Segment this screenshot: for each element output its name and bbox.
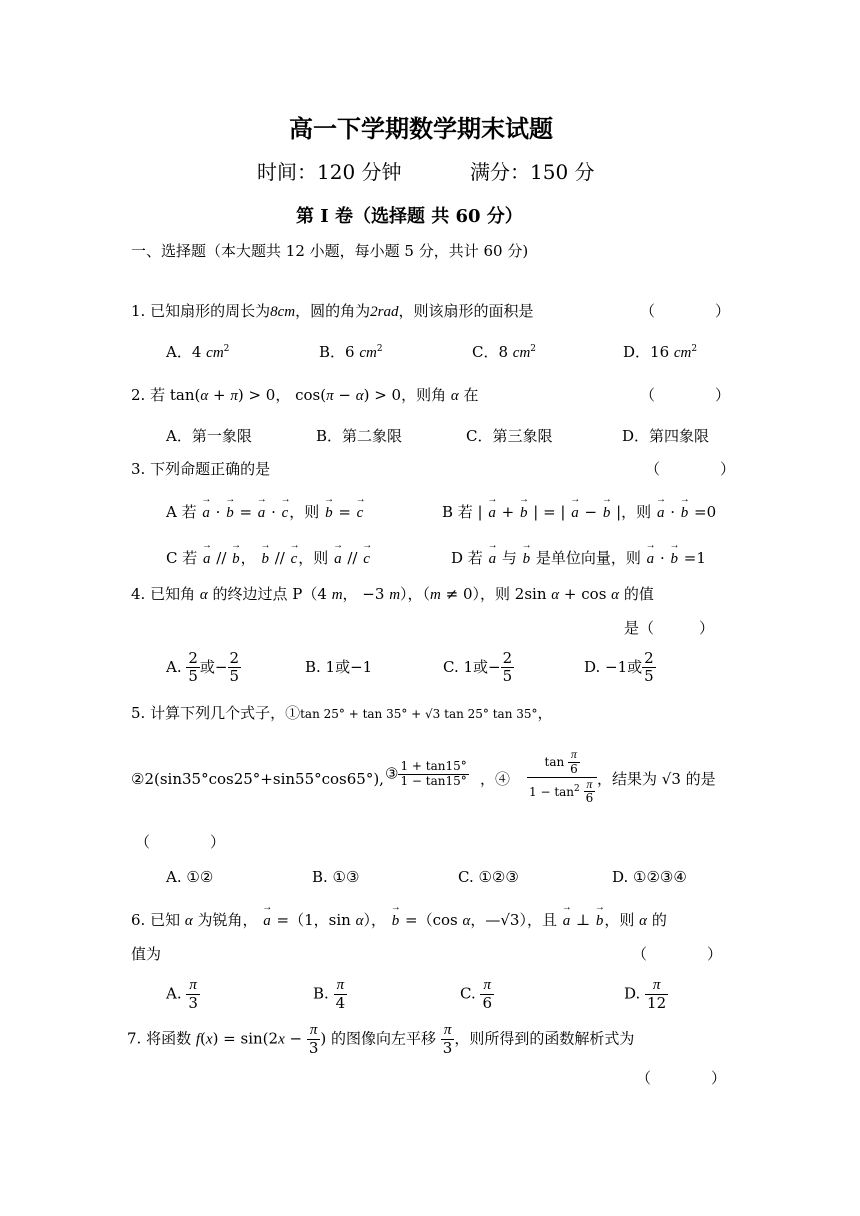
q3-option-a: A 若 → a · → b = → a · → c，则 → b = → c	[166, 505, 364, 521]
q4-option-a: A. $\frac{2}{5}$ 或− $\frac{2}{5}$	[166, 649, 240, 686]
q1-stem: 1. 已知扇形的周长为8cm，圆的角为2rad，则该扇形的面积是	[131, 302, 534, 320]
exam-title: 高一下学期数学期末试题	[289, 114, 553, 143]
q5-option-c: C. ①②③	[458, 868, 519, 886]
q3-option-d: D 若 → a 与 → b 是单位向量，则 → a · → b =1	[451, 551, 706, 567]
q1-option-b: B．6 $cm^2$	[319, 343, 383, 361]
q6-stem: 6. 已知 α 为锐角， → a =（1，sin α）， → b =（cos α，—√3），且 → a ⊥ → b，则 α 的	[131, 913, 667, 929]
q5-option-b: B. ①③	[312, 868, 360, 886]
q4-stem-tail: 是（ ）	[624, 619, 715, 637]
q5-expr-4-fraction: tan $\frac{\pi}{6}$ $1 - \tan^2$ $\frac{\pi}{6}$	[527, 748, 597, 806]
q6-stem-tail: 值为	[131, 945, 162, 963]
q5-expr-2: ②2(sin35°cos25°+sin55°cos65°),	[131, 770, 384, 788]
exam-time: 时间：120 分钟	[257, 160, 402, 184]
q5-expr-3: ③ $\frac{1 + \tan 15^\circ}{1 - \tan 15^\circ}$	[385, 759, 467, 788]
q2-option-b: B．第二象限	[316, 427, 403, 445]
q2-option-c: C．第三象限	[466, 427, 553, 445]
q3-option-c: C 若 → a // → b， → b // → c，则 → a // → c	[166, 551, 371, 567]
q2-option-a: A．第一象限	[166, 427, 252, 445]
q6-option-b: B. $\frac{\pi}{4}$	[313, 977, 346, 1013]
q5-answer-paren: （ ）	[135, 833, 226, 851]
q6-option-a: A. $\frac{\pi}{3}$	[166, 977, 198, 1013]
q6-option-c: C. $\frac{\pi}{6}$	[460, 977, 493, 1013]
q5-option-d: D. ①②③④	[612, 868, 687, 886]
q2-answer-paren: （ ）	[640, 386, 731, 404]
q4-stem: 4. 已知角 α 的终边过点 P（4 m， −3 m），（m ≠ 0），则 2sin α + cos α 的值	[131, 585, 654, 603]
q5-expr-4: ，④	[480, 770, 511, 788]
q3-option-b: B 若 | → a + → b | = | → a − → b |，则 → a · → b =0	[442, 505, 716, 521]
q1-option-c: C．8 $cm^2$	[472, 343, 537, 361]
q2-stem: 2. 若 tan(α + π) > 0， cos(π − α) > 0，则角 α 在	[131, 386, 479, 404]
q3-answer-paren: （ ）	[645, 460, 736, 478]
q4-option-d: D. −1或 $\frac{2}{5}$	[584, 649, 654, 686]
q4-option-b: B. 1或−1	[305, 658, 373, 676]
q7-stem: 7. 将函数 f(x) = sin(2x − $\frac{\pi}{3}$ ) 的图像向左平移 $\frac{\pi}{3}$ ，则所得到的函数解析式为	[127, 1022, 635, 1058]
q6-answer-paren: （ ）	[632, 945, 723, 963]
q1-option-a: A．4 $cm^2$	[166, 343, 230, 361]
q3-stem: 3. 下列命题正确的是	[131, 460, 271, 478]
q4-option-c: C. 1或− $\frac{2}{5}$	[443, 649, 513, 686]
q7-answer-paren: （ ）	[636, 1069, 727, 1087]
q5-stem: 5. 计算下列几个式子，①tan 25° + tan 35° + √3 tan 25° tan 35°，	[131, 704, 553, 722]
q1-option-d: D．16 $cm^2$	[623, 343, 698, 361]
part-title: 第 I 卷（选择题 共 60 分）	[296, 206, 523, 227]
exam-score: 满分：150 分	[470, 160, 595, 184]
q1-answer-paren: （ ）	[640, 302, 731, 320]
section-heading: 一、选择题（本大题共 12 小题，每小题 5 分，共计 60 分)	[131, 242, 529, 260]
q5-question-tail: ，结果为 √3 的是	[597, 770, 716, 788]
q5-option-a: A. ①②	[166, 868, 214, 886]
q2-option-d: D．第四象限	[622, 427, 710, 445]
q6-option-d: D. $\frac{\pi}{12}$	[624, 977, 667, 1013]
